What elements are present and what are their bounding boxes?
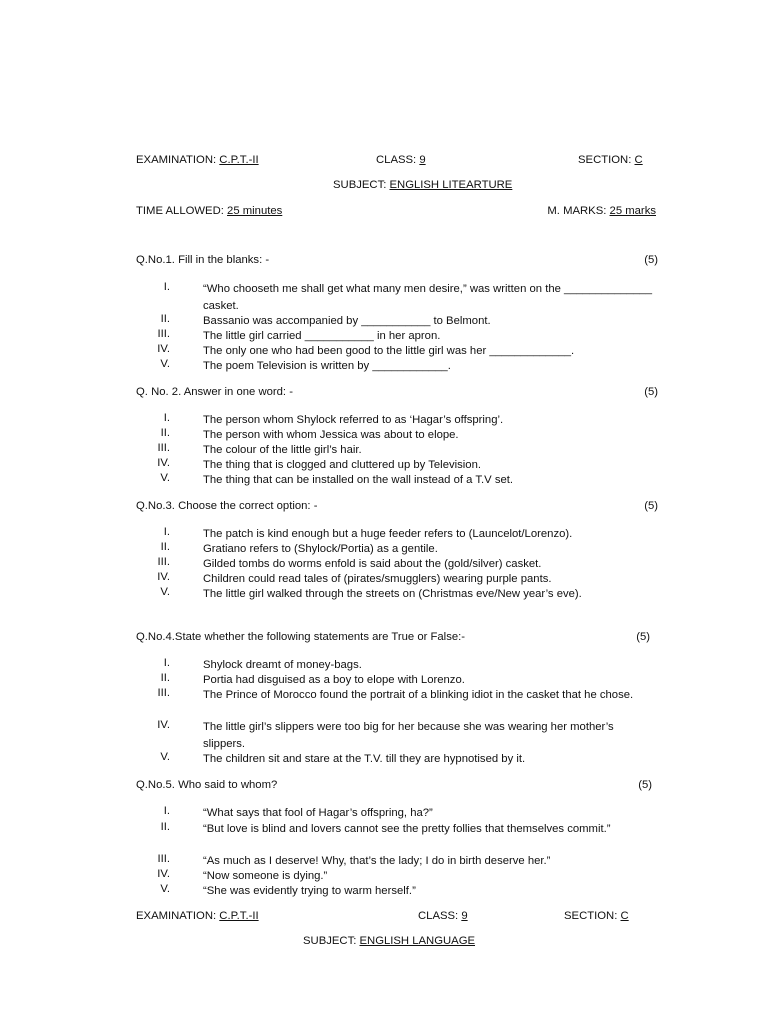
item-number: III.: [157, 687, 170, 699]
item-number: I.: [163, 526, 170, 538]
item-text: Children could read tales of (pirates/smugglers) wearing purple pants.: [203, 573, 552, 585]
question-title: Q.No.4.State whether the following statements are True or False:-: [136, 631, 466, 643]
question-4-heading: [136, 631, 658, 643]
item-text: “What says that fool of Hagar’s offspring, ha?”: [203, 807, 433, 819]
subject-value: ENGLISH LITEARTURE: [389, 179, 513, 191]
item-text: Portia had disguised as a boy to elope with Lorenzo.: [203, 674, 465, 686]
item-number: IV.: [157, 571, 170, 583]
question-marks: (5): [638, 779, 652, 791]
time-info: [136, 205, 282, 217]
item-number: III.: [157, 442, 170, 454]
item-text: Bassanio was accompanied by ___________ to Belmont.: [203, 315, 491, 327]
item-number: II.: [160, 821, 170, 833]
item-text: The little girl walked through the streets on (Christmas eve/New year’s eve).: [203, 588, 582, 600]
question-marks: (5): [644, 500, 658, 512]
item-text: The person whom Shylock referred to as ‘Hagar’s offspring’.: [203, 414, 504, 426]
item-number: IV.: [157, 719, 170, 731]
item-text: Shylock dreamt of money-bags.: [203, 659, 362, 671]
question-title: Q.No.3. Choose the correct option: -: [136, 500, 318, 512]
item-text: “Now someone is dying.”: [203, 870, 328, 882]
item-text: The Prince of Morocco found the portrait of a blinking idiot in the casket that he chose.: [203, 689, 634, 701]
exam-info: [136, 154, 259, 166]
item-text: “But love is blind and lovers cannot see the pretty follies that themselves commit.”: [203, 823, 611, 835]
item-number: II.: [160, 672, 170, 684]
question-marks: (5): [644, 386, 658, 398]
item-text: The little girl’s slippers were too big for her because she was wearing her mother’s slippers.: [203, 721, 614, 750]
question-3-heading: [136, 500, 658, 512]
item-number: V.: [160, 586, 170, 598]
item-text: “Who chooseth me shall get what many men desire,” was written on the ______________ casket.: [203, 283, 652, 312]
item-text: The patch is kind enough but a huge feeder refers to (Launcelot/Lorenzo).: [203, 528, 573, 540]
item-number: II.: [160, 427, 170, 439]
class-info: [376, 154, 426, 166]
item-text: “As much as I deserve! Why, that’s the lady; I do in birth deserve her.”: [203, 855, 551, 867]
question-title: Q.No.1. Fill in the blanks: -: [136, 254, 270, 266]
class-value: 9: [461, 910, 468, 922]
item-number: V.: [160, 472, 170, 484]
footer-exam-info: [136, 910, 259, 922]
item-text: “She was evidently trying to warm herself.”: [203, 885, 416, 897]
item-number: III.: [157, 853, 170, 865]
item-number: I.: [163, 412, 170, 424]
exam-value: C.P.T.-II: [219, 910, 259, 922]
question-marks: (5): [644, 254, 658, 266]
marks-label: M. MARKS:: [547, 205, 607, 217]
item-number: IV.: [157, 457, 170, 469]
item-number: II.: [160, 313, 170, 325]
time-label: TIME ALLOWED:: [136, 205, 224, 217]
item-number: V.: [160, 883, 170, 895]
marks-info: [547, 205, 656, 217]
item-number: IV.: [157, 343, 170, 355]
time-value: 25 minutes: [227, 205, 283, 217]
class-label: CLASS:: [376, 154, 417, 166]
exam-label: EXAMINATION:: [136, 910, 217, 922]
section-info: [578, 154, 643, 166]
subject-label: SUBJECT:: [303, 935, 357, 947]
subject-value: ENGLISH LANGUAGE: [359, 935, 476, 947]
item-number: II.: [160, 541, 170, 553]
class-value: 9: [419, 154, 426, 166]
item-text: Gilded tombs do worms enfold is said about the (gold/silver) casket.: [203, 558, 542, 570]
footer-class-info: [418, 910, 468, 922]
section-label: SECTION:: [564, 910, 618, 922]
item-text: The thing that is clogged and cluttered up by Television.: [203, 459, 481, 471]
marks-value: 25 marks: [609, 205, 656, 217]
question-1-heading: [136, 254, 658, 266]
exam-value: C.P.T.-II: [219, 154, 259, 166]
item-number: III.: [157, 328, 170, 340]
question-title: Q.No.5. Who said to whom?: [136, 779, 278, 791]
exam-label: EXAMINATION:: [136, 154, 217, 166]
question-2-heading: [136, 386, 658, 398]
section-value: C: [620, 910, 629, 922]
item-number: V.: [160, 751, 170, 763]
item-text: The little girl carried ___________ in her apron.: [203, 330, 441, 342]
section-label: SECTION:: [578, 154, 632, 166]
question-marks: (5): [636, 631, 650, 643]
footer-section-info: [564, 910, 629, 922]
subject-info: [333, 179, 512, 191]
item-text: Gratiano refers to (Shylock/Portia) as a gentile.: [203, 543, 438, 555]
footer-subject-info: [303, 935, 475, 947]
section-value: C: [634, 154, 643, 166]
item-number: V.: [160, 358, 170, 370]
item-number: III.: [157, 556, 170, 568]
item-text: The only one who had been good to the little girl was her _____________.: [203, 345, 575, 357]
item-text: The children sit and stare at the T.V. till they are hypnotised by it.: [203, 753, 526, 765]
question-title: Q. No. 2. Answer in one word: -: [136, 386, 293, 398]
item-text: The colour of the little girl’s hair.: [203, 444, 362, 456]
subject-label: SUBJECT:: [333, 179, 387, 191]
item-number: IV.: [157, 868, 170, 880]
item-text: The poem Television is written by ____________.: [203, 360, 451, 372]
item-number: I.: [163, 281, 170, 293]
item-number: I.: [163, 805, 170, 817]
item-text: The person with whom Jessica was about to elope.: [203, 429, 459, 441]
class-label: CLASS:: [418, 910, 459, 922]
item-number: I.: [163, 657, 170, 669]
item-text: The thing that can be installed on the wall instead of a T.V set.: [203, 474, 514, 486]
question-5-heading: [136, 779, 658, 791]
